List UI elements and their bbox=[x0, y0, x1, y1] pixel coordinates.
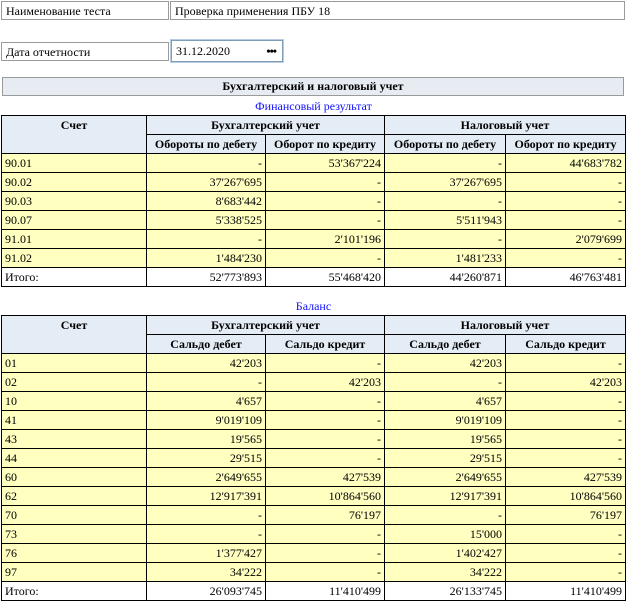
amount-cell: 1'402'427 bbox=[385, 544, 506, 563]
account-cell: 70 bbox=[2, 506, 147, 525]
bal-sub-header: Сальдо дебет bbox=[147, 335, 266, 354]
account-cell: 90.02 bbox=[2, 173, 147, 192]
table-row bbox=[2, 563, 626, 582]
account-cell: 44 bbox=[2, 449, 147, 468]
amount-cell: 44'683'782 bbox=[506, 154, 626, 173]
date-picker-button[interactable]: ••• bbox=[266, 44, 276, 58]
amount-cell: - bbox=[147, 373, 266, 392]
fin-result-table bbox=[1, 115, 626, 287]
total-row bbox=[2, 268, 626, 287]
amount-cell: 26'093'745 bbox=[147, 582, 266, 601]
amount-cell: 8'683'442 bbox=[147, 192, 266, 211]
total-row bbox=[2, 582, 626, 601]
amount-cell: 2'079'699 bbox=[506, 230, 626, 249]
bal-sub-header: Сальдо кредит bbox=[266, 335, 385, 354]
account-cell: 91.02 bbox=[2, 249, 147, 268]
table-row bbox=[2, 154, 626, 173]
table-row bbox=[2, 373, 626, 392]
fin-sub-header: Обороты по дебету bbox=[147, 135, 266, 154]
table-row bbox=[2, 192, 626, 211]
fin-sub-header: Оборот по кредиту bbox=[506, 135, 626, 154]
amount-cell: 1'484'230 bbox=[147, 249, 266, 268]
account-cell: 90.01 bbox=[2, 154, 147, 173]
account-cell: 01 bbox=[2, 354, 147, 373]
account-cell: 41 bbox=[2, 411, 147, 430]
amount-cell: 5'511'943 bbox=[385, 211, 506, 230]
amount-cell: 1'377'427 bbox=[147, 544, 266, 563]
date-input[interactable] bbox=[171, 40, 283, 62]
amount-cell: 11'410'499 bbox=[266, 582, 385, 601]
table-row bbox=[2, 487, 626, 506]
table-row bbox=[2, 506, 626, 525]
fin-group-tax: Налоговый учет bbox=[385, 116, 626, 135]
amount-cell: 10'864'560 bbox=[506, 487, 626, 506]
table-row bbox=[2, 249, 626, 268]
amount-cell: - bbox=[506, 430, 626, 449]
balance-table bbox=[1, 315, 626, 601]
amount-cell: 37'267'695 bbox=[147, 173, 266, 192]
amount-cell: - bbox=[266, 525, 385, 544]
amount-cell: - bbox=[147, 506, 266, 525]
account-cell: 90.07 bbox=[2, 211, 147, 230]
amount-cell: - bbox=[385, 192, 506, 211]
table-row bbox=[2, 392, 626, 411]
amount-cell: 37'267'695 bbox=[385, 173, 506, 192]
account-cell: 43 bbox=[2, 430, 147, 449]
amount-cell: 29'515 bbox=[147, 449, 266, 468]
amount-cell: - bbox=[385, 373, 506, 392]
amount-cell: - bbox=[385, 506, 506, 525]
amount-cell: - bbox=[266, 173, 385, 192]
amount-cell: - bbox=[385, 154, 506, 173]
account-cell: 91.01 bbox=[2, 230, 147, 249]
bal-sub-header: Сальдо дебет bbox=[385, 335, 506, 354]
test-name-label: Наименование теста bbox=[1, 1, 169, 20]
table-row bbox=[2, 525, 626, 544]
fin-group-buh: Бухгалтерский учет bbox=[147, 116, 385, 135]
account-cell: 76 bbox=[2, 544, 147, 563]
fin-col-account: Счет bbox=[2, 116, 147, 154]
table-row bbox=[2, 449, 626, 468]
amount-cell: - bbox=[147, 525, 266, 544]
table-row bbox=[2, 211, 626, 230]
amount-cell: 46'763'481 bbox=[506, 268, 626, 287]
amount-cell: 2'649'655 bbox=[147, 468, 266, 487]
amount-cell: - bbox=[266, 544, 385, 563]
table-row bbox=[2, 411, 626, 430]
amount-cell: 427'539 bbox=[266, 468, 385, 487]
amount-cell: - bbox=[506, 211, 626, 230]
amount-cell: - bbox=[385, 230, 506, 249]
amount-cell: - bbox=[266, 449, 385, 468]
amount-cell: - bbox=[266, 411, 385, 430]
table-row bbox=[2, 354, 626, 373]
bal-col-account: Счет bbox=[2, 316, 147, 354]
amount-cell: 53'367'224 bbox=[266, 154, 385, 173]
amount-cell: 34'222 bbox=[385, 563, 506, 582]
amount-cell: 42'203 bbox=[266, 373, 385, 392]
fin-sub-header: Обороты по дебету bbox=[385, 135, 506, 154]
bal-group-buh: Бухгалтерский учет bbox=[147, 316, 385, 335]
amount-cell: - bbox=[266, 354, 385, 373]
amount-cell: 5'338'525 bbox=[147, 211, 266, 230]
amount-cell: - bbox=[506, 173, 626, 192]
amount-cell: 55'468'420 bbox=[266, 268, 385, 287]
amount-cell: 1'481'233 bbox=[385, 249, 506, 268]
amount-cell: 11'410'499 bbox=[506, 582, 626, 601]
amount-cell: - bbox=[506, 563, 626, 582]
amount-cell: - bbox=[506, 354, 626, 373]
amount-cell: - bbox=[266, 430, 385, 449]
account-cell: Итого: bbox=[2, 268, 147, 287]
amount-cell: 4'657 bbox=[385, 392, 506, 411]
amount-cell: 10'864'560 bbox=[266, 487, 385, 506]
amount-cell: 427'539 bbox=[506, 468, 626, 487]
amount-cell: - bbox=[506, 411, 626, 430]
amount-cell: - bbox=[147, 230, 266, 249]
balance-caption: Баланс bbox=[295, 299, 332, 313]
amount-cell: - bbox=[506, 525, 626, 544]
amount-cell: - bbox=[266, 392, 385, 411]
table-row bbox=[2, 544, 626, 563]
account-cell: Итого: bbox=[2, 582, 147, 601]
date-value: 31.12.2020 bbox=[176, 44, 230, 58]
account-cell: 90.03 bbox=[2, 192, 147, 211]
table-row bbox=[2, 430, 626, 449]
amount-cell: 29'515 bbox=[385, 449, 506, 468]
table-row bbox=[2, 173, 626, 192]
amount-cell: - bbox=[506, 192, 626, 211]
amount-cell: 34'222 bbox=[147, 563, 266, 582]
amount-cell: - bbox=[266, 192, 385, 211]
amount-cell: 19'565 bbox=[147, 430, 266, 449]
bal-group-tax: Налоговый учет bbox=[385, 316, 626, 335]
amount-cell: - bbox=[506, 249, 626, 268]
amount-cell: 9'019'109 bbox=[385, 411, 506, 430]
account-cell: 97 bbox=[2, 563, 147, 582]
amount-cell: 26'133'745 bbox=[385, 582, 506, 601]
amount-cell: 44'260'871 bbox=[385, 268, 506, 287]
account-cell: 10 bbox=[2, 392, 147, 411]
amount-cell: 2'101'196 bbox=[266, 230, 385, 249]
balance-table-body bbox=[2, 354, 626, 601]
amount-cell: - bbox=[506, 392, 626, 411]
amount-cell: - bbox=[266, 249, 385, 268]
account-cell: 62 bbox=[2, 487, 147, 506]
amount-cell: 12'917'391 bbox=[385, 487, 506, 506]
amount-cell: 2'649'655 bbox=[385, 468, 506, 487]
amount-cell: - bbox=[506, 544, 626, 563]
section-band-title: Бухгалтерский и налоговый учет bbox=[2, 77, 624, 96]
amount-cell: 19'565 bbox=[385, 430, 506, 449]
test-name-value: Проверка применения ПБУ 18 bbox=[170, 1, 625, 20]
amount-cell: 42'203 bbox=[147, 354, 266, 373]
amount-cell: - bbox=[147, 154, 266, 173]
amount-cell: 12'917'391 bbox=[147, 487, 266, 506]
amount-cell: 76'197 bbox=[266, 506, 385, 525]
account-cell: 60 bbox=[2, 468, 147, 487]
amount-cell: 42'203 bbox=[506, 373, 626, 392]
bal-sub-header: Сальдо кредит bbox=[506, 335, 626, 354]
fin-result-caption: Финансовый результат bbox=[255, 99, 372, 113]
amount-cell: - bbox=[266, 211, 385, 230]
amount-cell: 4'657 bbox=[147, 392, 266, 411]
fin-table-body bbox=[2, 154, 626, 287]
account-cell: 73 bbox=[2, 525, 147, 544]
amount-cell: 9'019'109 bbox=[147, 411, 266, 430]
amount-cell: 52'773'893 bbox=[147, 268, 266, 287]
amount-cell: 42'203 bbox=[385, 354, 506, 373]
date-label: Дата отчетности bbox=[1, 42, 169, 61]
account-cell: 02 bbox=[2, 373, 147, 392]
amount-cell: - bbox=[506, 449, 626, 468]
table-row bbox=[2, 468, 626, 487]
amount-cell: 15'000 bbox=[385, 525, 506, 544]
amount-cell: - bbox=[266, 563, 385, 582]
amount-cell: 76'197 bbox=[506, 506, 626, 525]
fin-sub-header: Оборот по кредиту bbox=[266, 135, 385, 154]
table-row bbox=[2, 230, 626, 249]
